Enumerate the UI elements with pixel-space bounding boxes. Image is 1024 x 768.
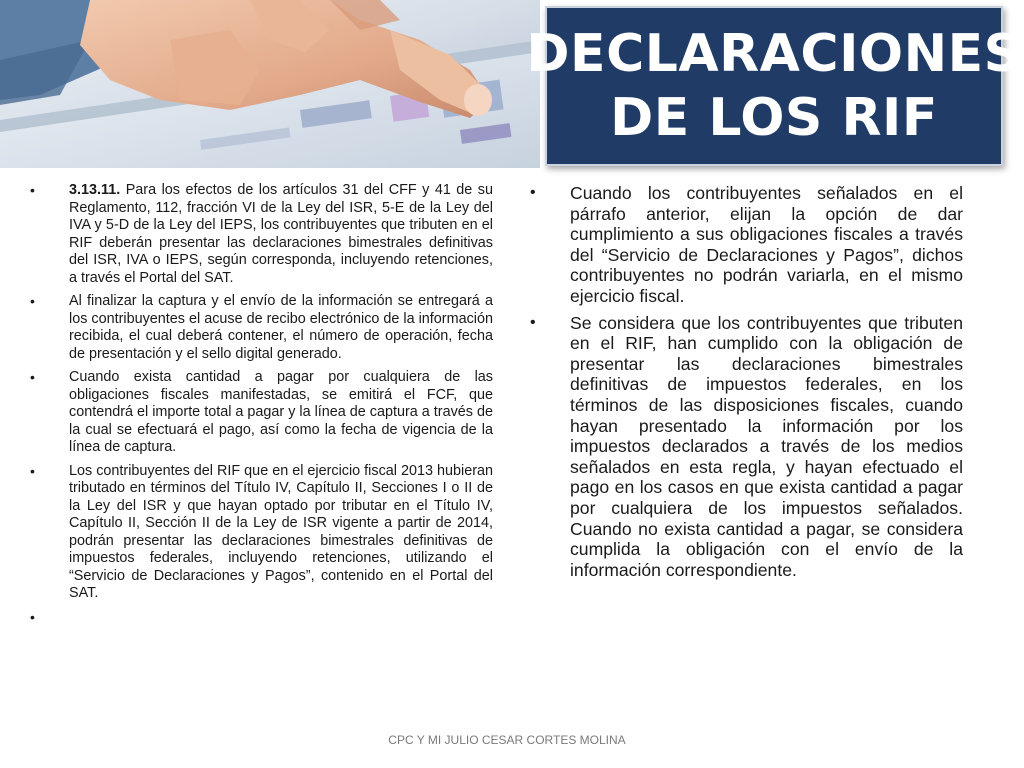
header-photo [0, 0, 540, 168]
list-item [30, 293, 493, 363]
bullet-icon: • [530, 184, 536, 201]
rule-reference: 3.13.11. [69, 182, 121, 198]
list-item-text: Cuando exista cantidad a pagar por cualquiera de las obligaciones fiscales manifestadas, se emitirá el FCF, que contendrá el importe total a pagar y la línea de captura a través de la cual se efectuará el pago, así como la fecha de vigencia de la línea de captura. [69, 369, 493, 455]
right-column [530, 183, 963, 586]
bullet-icon: • [30, 293, 35, 309]
list-item [30, 463, 493, 603]
title-banner [526, 6, 1022, 166]
footer-author: CPC Y MI JULIO CESAR CORTES MOLINA [388, 733, 626, 747]
slide-title-line-2: DE LOS RIF [610, 88, 938, 148]
hand-tablet-illustration [0, 0, 540, 168]
bullet-icon: • [30, 182, 35, 198]
list-item-text: Para los efectos de los artículos 31 del CFF y 41 de su Reglamento, 112, fracción VI de la Ley del ISR, 5-E de la Ley del IVA y 5-D de la Ley del IEPS, los contribuyentes que tributen en el RIF deberán presentar las declaraciones bimestrales definitivas del ISR, IVA o IEPS, según corresponda, incluyendo retenciones, a través el Portal del SAT. [69, 182, 493, 286]
list-item-text: Cuando los contribuyentes señalados en el párrafo anterior, elijan la opción de dar cumplimiento a sus obligaciones fiscales a través del “Servicio de Declaraciones y Pagos”, dichos contribuyentes no podrán variarla, en el mismo ejercicio fiscal. [570, 183, 963, 306]
empty-list-item [30, 609, 493, 627]
list-item-text: Se considera que los contribuyentes que tributen en el RIF, han cumplido con la obligación de presentar las declaraciones bimestrales definitivas de impuestos federales, en los términos de las disposiciones fiscales, cuando hayan presentado la información por los impuestos declarados a través de los medios señalados en esta regla, y hayan efectuado el pago en los casos en que exista cantidad a pagar por cualquiera de los impuestos señalados. Cuando no exista cantidad a pagar, se considera cumplida la obligación con el envío de la información correspondiente. [570, 312, 963, 580]
list-item [530, 183, 963, 307]
slide-title-line-1: DECLARACIONES [526, 24, 1022, 84]
bullet-icon: • [30, 462, 35, 479]
list-item-text: Los contribuyentes del RIF que en el ejercicio fiscal 2013 hubieran tributado en términos del Título IV, Capítulo II, Secciones I o II de la Ley del ISR y que hayan optado por tributar en el Título IV, Capítulo II, Sección II de la Ley de ISR vigente a partir de 2014, podrán presentar las declaraciones bimestrales definitivas de impuestos federales, incluyendo retenciones, utilizando el “Servicio de Declaraciones y Pagos”, contenido en el Portal del SAT. [69, 462, 493, 601]
bullet-icon: • [30, 608, 35, 625]
left-bullet-list [30, 182, 493, 627]
list-item [30, 369, 493, 457]
slide-title [526, 22, 1021, 150]
list-item-text: Al finalizar la captura y el envío de la información se entregará a los contribuyentes el acuse de recibo electrónico de la información recibida, el cual deberá contener, el número de operación, fecha de presentación y el sello digital generado. [69, 293, 493, 362]
list-item [30, 182, 493, 287]
left-column [30, 182, 493, 633]
list-item [530, 313, 963, 581]
right-bullet-list [530, 183, 963, 580]
bullet-icon: • [530, 313, 536, 331]
bullet-icon: • [30, 369, 35, 385]
